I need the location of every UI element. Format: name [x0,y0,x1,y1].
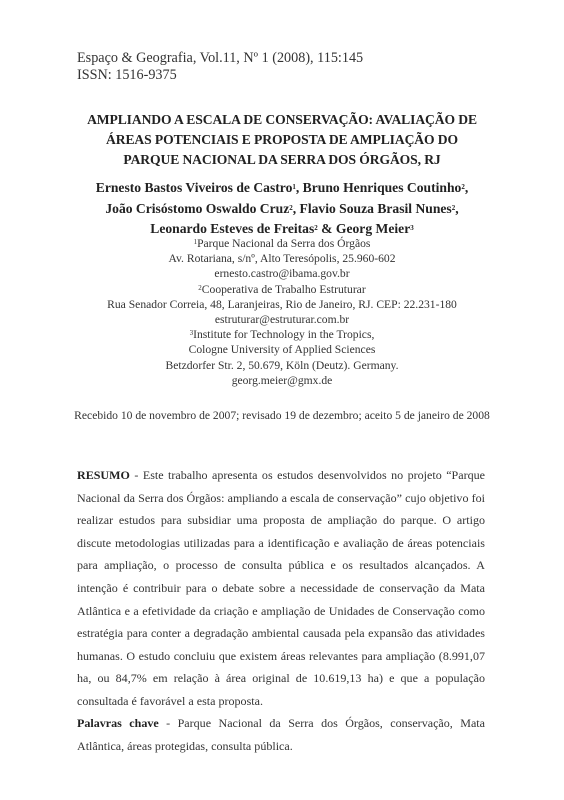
author-separator: & [317,221,336,236]
author-separator: , [464,180,469,195]
affiliation-address: Betzdorfer Str. 2, 50.679, Köln (Deutz). Germany. [165,358,399,372]
affiliation-line [60,327,504,342]
affiliations [60,236,504,388]
affiliation-email[interactable]: estruturar@estruturar.com.br [214,313,350,327]
author-affiliation-mark: 2 [451,203,456,212]
keywords-text: - Parque Nacional da Serra dos Órgãos, conservação, Mata Atlântica, áreas protegidas, consulta pública. [77,716,485,753]
author-affiliation-mark: 3 [410,224,414,232]
keywords-label: Palavras chave [77,716,159,730]
author-name: Flavio Souza Brasil Nunes [299,200,452,216]
author-affiliation-mark: 1 [292,183,296,191]
affiliation-address: Rua Senador Correia, 48, Laranjeiras, Rio de Janeiro, RJ. CEP: 22.231-180 [107,297,457,311]
author-name: Leonardo Esteves de Freitas [150,221,315,236]
author-affiliation-mark: 2 [461,183,465,191]
affiliation-mark: 2 [198,283,202,292]
author-separator: , [295,180,303,195]
affiliation-institution: Cooperativa de Trabalho Estruturar [201,282,366,296]
affiliation-institution-2: Cologne University of Applied Sciences [188,343,376,357]
author-name: Georg Meier [335,221,411,236]
affiliation-mark: 3 [189,329,194,338]
abstract [77,464,485,713]
affiliation-line [60,236,504,251]
author-affiliation-mark: 2 [314,224,318,232]
author-list [70,178,494,240]
affiliation-email[interactable]: ernesto.castro@ibama.gov.br [214,267,350,281]
journal-issn: ISSN: 1516-9375 [77,67,177,83]
journal-citation: Espaço & Geografia, Vol.11, Nº 1 (2008), 115:145 [77,50,364,66]
title-line: ÁREAS POTENCIAIS E PROPOSTA DE AMPLIAÇÃO DO [106,132,458,147]
author-separator: , [455,200,459,216]
affiliation-institution: Institute for Technology in the Tropics, [193,328,375,342]
title-line: AMPLIANDO A ESCALA DE CONSERVAÇÃO: AVALIAÇÃO DE [87,112,477,127]
affiliation-address: Av. Rotariana, s/nº, Alto Teresópolis, 25.960-602 [168,252,396,266]
abstract-text: - Este trabalho apresenta os estudos desenvolvidos no projeto “Parque Nacional da Serra dos Órgãos: ampliando a escala de conservação” cujo objetivo foi realizar estudos para subsidiar uma proposta de ampliação do parque. O artigo discute metodologias utilizadas para a identificação e avaliação de áreas potenciais para ampliação, o processo de consulta pública e os resultados alcançados. A intenção é contribuir para o debate sobre a necessidade de conservação da Mata Atlântica e a efetividade da criação e ampliação de Unidades de Conservação como estratégia para conter a degradação ambiental causada pela expansão das atividades humanas. O estudo concluiu que existem áreas relevantes para ampliação (8.991,07 ha, ou 84,7% em relação à área original de 10.619,13 ha) e que a população consultada é favorável a esta proposta. [77,468,485,708]
author-name: Ernesto Bastos Viveiros de Castro [95,180,293,195]
author-separator: , [292,200,300,216]
affiliation-email[interactable]: georg.meier@gmx.de [231,373,333,387]
article-title [72,110,492,170]
author-line [70,178,494,199]
author-affiliation-mark: 2 [289,203,293,212]
author-line [70,199,494,220]
affiliation-mark: 1 [193,238,198,246]
journal-header [77,50,363,84]
title-line: PARQUE NACIONAL DA SERRA DOS ÓRGÃOS, RJ [123,152,441,167]
author-name: Bruno Henriques Coutinho [302,180,462,195]
affiliation-institution: Parque Nacional da Serra dos Órgãos [197,237,371,250]
received-dates: Recebido 10 de novembro de 2007; revisado 19 de dezembro; aceito 5 de janeiro de 2008 [74,409,490,422]
author-name: João Crisóstomo Oswaldo Cruz [105,200,290,216]
abstract-label: RESUMO [77,468,130,482]
affiliation-line [60,282,504,297]
keywords [77,712,485,757]
